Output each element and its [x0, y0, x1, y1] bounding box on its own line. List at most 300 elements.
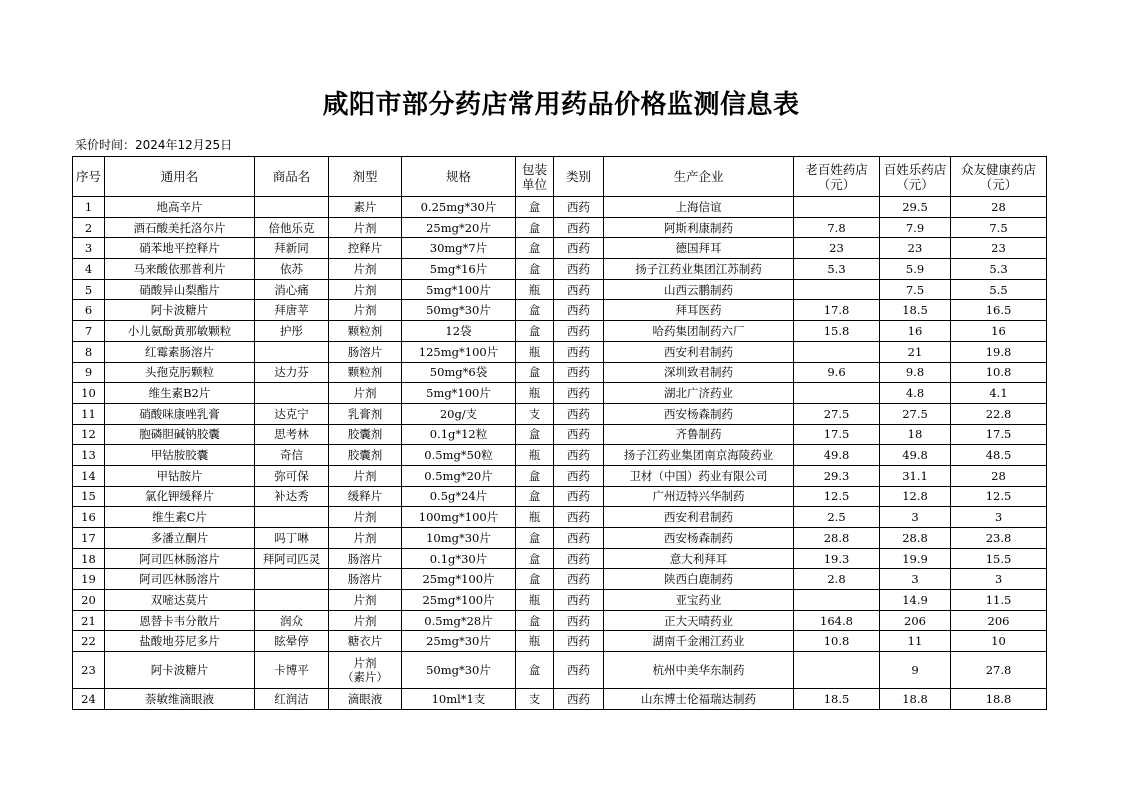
price-date-label: 采价时间：2024年12月25日 [75, 138, 233, 152]
cell-seq: 12 [73, 424, 105, 445]
cell-price-zhongyou: 5.3 [951, 259, 1047, 280]
cell-price-laobaixing: 12.5 [794, 486, 880, 507]
cell-category: 西药 [554, 403, 604, 424]
cell-package-unit: 盒 [516, 569, 554, 590]
header-price-laobaixing: 老百姓药店 （元） [794, 157, 880, 197]
cell-price-laobaixing [794, 590, 880, 611]
cell-brand-name: 红润洁 [255, 689, 329, 710]
cell-price-baixingle: 9 [880, 652, 951, 689]
cell-dosage-form: 肠溶片 [329, 548, 402, 569]
cell-price-laobaixing: 27.5 [794, 403, 880, 424]
cell-generic-name: 阿司匹林肠溶片 [105, 548, 255, 569]
cell-price-baixingle: 29.5 [880, 197, 951, 218]
cell-price-laobaixing: 2.5 [794, 507, 880, 528]
cell-spec: 12袋 [402, 321, 516, 342]
cell-spec: 0.1g*30片 [402, 548, 516, 569]
table-row [73, 279, 1047, 300]
cell-seq: 21 [73, 610, 105, 631]
cell-price-baixingle: 27.5 [880, 403, 951, 424]
cell-package-unit: 瓶 [516, 383, 554, 404]
cell-brand-name: 拜阿司匹灵 [255, 548, 329, 569]
cell-dosage-form: 缓释片 [329, 486, 402, 507]
cell-price-zhongyou: 10 [951, 631, 1047, 652]
cell-brand-name: 思考林 [255, 424, 329, 445]
cell-price-zhongyou: 28 [951, 197, 1047, 218]
table-row [73, 445, 1047, 466]
cell-spec: 125mg*100片 [402, 341, 516, 362]
cell-seq: 14 [73, 465, 105, 486]
cell-price-laobaixing: 2.8 [794, 569, 880, 590]
cell-price-baixingle: 18.8 [880, 689, 951, 710]
cell-price-zhongyou: 206 [951, 610, 1047, 631]
cell-package-unit: 瓶 [516, 341, 554, 362]
cell-seq: 2 [73, 217, 105, 238]
cell-seq: 24 [73, 689, 105, 710]
table-row [73, 321, 1047, 342]
cell-category: 西药 [554, 569, 604, 590]
header-seq: 序号 [73, 157, 105, 197]
cell-price-baixingle: 3 [880, 569, 951, 590]
header-brand-name: 商品名 [255, 157, 329, 197]
header-price-baixingle: 百姓乐药店 （元） [880, 157, 951, 197]
header-spec: 规格 [402, 157, 516, 197]
cell-price-laobaixing: 29.3 [794, 465, 880, 486]
cell-package-unit: 盒 [516, 610, 554, 631]
cell-spec: 25mg*100片 [402, 569, 516, 590]
cell-category: 西药 [554, 528, 604, 549]
table-row [73, 486, 1047, 507]
cell-seq: 16 [73, 507, 105, 528]
cell-price-baixingle: 18.5 [880, 300, 951, 321]
cell-category: 西药 [554, 652, 604, 689]
table-row [73, 217, 1047, 238]
cell-category: 西药 [554, 445, 604, 466]
cell-generic-name: 硝酸异山梨酯片 [105, 279, 255, 300]
cell-price-zhongyou: 18.8 [951, 689, 1047, 710]
cell-dosage-form: 肠溶片 [329, 341, 402, 362]
cell-category: 西药 [554, 548, 604, 569]
cell-manufacturer: 扬子江药业集团南京海陵药业 [604, 445, 794, 466]
cell-price-laobaixing [794, 383, 880, 404]
cell-brand-name: 眩晕停 [255, 631, 329, 652]
header-package-unit: 包装 单位 [516, 157, 554, 197]
cell-category: 西药 [554, 507, 604, 528]
cell-package-unit: 盒 [516, 528, 554, 549]
cell-price-baixingle: 28.8 [880, 528, 951, 549]
cell-seq: 17 [73, 528, 105, 549]
cell-spec: 0.25mg*30片 [402, 197, 516, 218]
table-header-row [73, 157, 1047, 197]
cell-dosage-form: 胶囊剂 [329, 445, 402, 466]
cell-generic-name: 氯化钾缓释片 [105, 486, 255, 507]
cell-manufacturer: 上海信谊 [604, 197, 794, 218]
cell-brand-name [255, 590, 329, 611]
cell-brand-name: 达克宁 [255, 403, 329, 424]
table-row [73, 569, 1047, 590]
cell-manufacturer: 陕西白鹿制药 [604, 569, 794, 590]
cell-brand-name: 达力芬 [255, 362, 329, 383]
cell-package-unit: 盒 [516, 362, 554, 383]
cell-package-unit: 盒 [516, 238, 554, 259]
cell-price-baixingle: 14.9 [880, 590, 951, 611]
cell-dosage-form: 片剂 [329, 465, 402, 486]
cell-dosage-form: 片剂 [329, 279, 402, 300]
cell-manufacturer: 德国拜耳 [604, 238, 794, 259]
cell-category: 西药 [554, 279, 604, 300]
cell-package-unit: 盒 [516, 217, 554, 238]
cell-manufacturer: 哈药集团制药六厂 [604, 321, 794, 342]
header-price-zhongyou: 众友健康药店 （元） [951, 157, 1047, 197]
cell-price-baixingle: 9.8 [880, 362, 951, 383]
cell-package-unit: 盒 [516, 652, 554, 689]
cell-price-laobaixing: 5.3 [794, 259, 880, 280]
cell-manufacturer: 西安利君制药 [604, 341, 794, 362]
cell-manufacturer: 阿斯利康制药 [604, 217, 794, 238]
cell-manufacturer: 山东博士伦福瑞达制药 [604, 689, 794, 710]
cell-generic-name: 硝苯地平控释片 [105, 238, 255, 259]
cell-brand-name [255, 197, 329, 218]
cell-price-laobaixing: 9.6 [794, 362, 880, 383]
cell-category: 西药 [554, 590, 604, 611]
table-row [73, 548, 1047, 569]
cell-price-laobaixing: 7.8 [794, 217, 880, 238]
table-row [73, 238, 1047, 259]
cell-spec: 50mg*30片 [402, 652, 516, 689]
cell-price-zhongyou: 22.8 [951, 403, 1047, 424]
cell-package-unit: 盒 [516, 197, 554, 218]
cell-brand-name: 消心痛 [255, 279, 329, 300]
cell-price-zhongyou: 28 [951, 465, 1047, 486]
cell-brand-name: 奇信 [255, 445, 329, 466]
cell-price-zhongyou: 12.5 [951, 486, 1047, 507]
cell-price-zhongyou: 16 [951, 321, 1047, 342]
cell-dosage-form: 片剂 [329, 217, 402, 238]
cell-manufacturer: 西安杨森制药 [604, 528, 794, 549]
cell-dosage-form: 片剂 [329, 383, 402, 404]
cell-package-unit: 盒 [516, 259, 554, 280]
cell-price-zhongyou: 7.5 [951, 217, 1047, 238]
table-row [73, 465, 1047, 486]
cell-spec: 25mg*20片 [402, 217, 516, 238]
cell-seq: 8 [73, 341, 105, 362]
cell-generic-name: 甲钴胺片 [105, 465, 255, 486]
cell-brand-name: 弥可保 [255, 465, 329, 486]
cell-package-unit: 支 [516, 689, 554, 710]
cell-seq: 3 [73, 238, 105, 259]
cell-spec: 100mg*100片 [402, 507, 516, 528]
table-row [73, 631, 1047, 652]
cell-price-baixingle: 5.9 [880, 259, 951, 280]
table-row [73, 341, 1047, 362]
cell-generic-name: 甲钴胺胶囊 [105, 445, 255, 466]
cell-dosage-form: 滴眼液 [329, 689, 402, 710]
header-category: 类别 [554, 157, 604, 197]
cell-price-zhongyou: 23 [951, 238, 1047, 259]
table-row [73, 528, 1047, 549]
cell-price-laobaixing: 10.8 [794, 631, 880, 652]
cell-manufacturer: 卫材（中国）药业有限公司 [604, 465, 794, 486]
table-row [73, 362, 1047, 383]
cell-price-baixingle: 21 [880, 341, 951, 362]
cell-brand-name: 补达秀 [255, 486, 329, 507]
cell-price-baixingle: 23 [880, 238, 951, 259]
cell-spec: 5mg*100片 [402, 279, 516, 300]
cell-spec: 50mg*30片 [402, 300, 516, 321]
header-dosage-form: 剂型 [329, 157, 402, 197]
cell-package-unit: 瓶 [516, 631, 554, 652]
header-manufacturer: 生产企业 [604, 157, 794, 197]
cell-seq: 22 [73, 631, 105, 652]
cell-dosage-form: 糖衣片 [329, 631, 402, 652]
cell-generic-name: 多潘立酮片 [105, 528, 255, 549]
cell-price-zhongyou: 16.5 [951, 300, 1047, 321]
cell-dosage-form: 颗粒剂 [329, 321, 402, 342]
cell-manufacturer: 深圳致君制药 [604, 362, 794, 383]
cell-price-baixingle: 16 [880, 321, 951, 342]
cell-category: 西药 [554, 300, 604, 321]
cell-category: 西药 [554, 486, 604, 507]
cell-dosage-form: 片剂 [329, 259, 402, 280]
cell-generic-name: 红霉素肠溶片 [105, 341, 255, 362]
cell-brand-name [255, 569, 329, 590]
cell-manufacturer: 亚宝药业 [604, 590, 794, 611]
table-body [73, 197, 1047, 710]
table-row [73, 590, 1047, 611]
cell-generic-name: 小儿氨酚黄那敏颗粒 [105, 321, 255, 342]
cell-price-baixingle: 7.5 [880, 279, 951, 300]
cell-brand-name: 拜新同 [255, 238, 329, 259]
cell-price-baixingle: 4.8 [880, 383, 951, 404]
cell-dosage-form: 乳膏剂 [329, 403, 402, 424]
cell-spec: 20g/支 [402, 403, 516, 424]
cell-brand-name: 拜唐苹 [255, 300, 329, 321]
cell-package-unit: 盒 [516, 548, 554, 569]
cell-seq: 20 [73, 590, 105, 611]
cell-seq: 11 [73, 403, 105, 424]
cell-brand-name: 润众 [255, 610, 329, 631]
cell-price-laobaixing [794, 341, 880, 362]
cell-generic-name: 盐酸地芬尼多片 [105, 631, 255, 652]
cell-package-unit: 支 [516, 403, 554, 424]
cell-price-zhongyou: 15.5 [951, 548, 1047, 569]
cell-price-laobaixing: 23 [794, 238, 880, 259]
table-row [73, 507, 1047, 528]
cell-price-zhongyou: 5.5 [951, 279, 1047, 300]
drug-price-table [72, 156, 1047, 710]
cell-dosage-form: 颗粒剂 [329, 362, 402, 383]
cell-generic-name: 维生素C片 [105, 507, 255, 528]
cell-price-zhongyou: 19.8 [951, 341, 1047, 362]
cell-seq: 15 [73, 486, 105, 507]
cell-spec: 10ml*1支 [402, 689, 516, 710]
cell-seq: 19 [73, 569, 105, 590]
cell-brand-name [255, 341, 329, 362]
cell-spec: 0.5mg*20片 [402, 465, 516, 486]
cell-dosage-form: 片剂 [329, 610, 402, 631]
cell-dosage-form: 胶囊剂 [329, 424, 402, 445]
page-title: 咸阳市部分药店常用药品价格监测信息表 [322, 90, 800, 120]
cell-price-zhongyou: 48.5 [951, 445, 1047, 466]
cell-category: 西药 [554, 383, 604, 404]
cell-dosage-form: 素片 [329, 197, 402, 218]
cell-price-laobaixing [794, 197, 880, 218]
cell-package-unit: 瓶 [516, 507, 554, 528]
cell-brand-name: 护彤 [255, 321, 329, 342]
cell-category: 西药 [554, 238, 604, 259]
cell-seq: 4 [73, 259, 105, 280]
cell-price-laobaixing: 18.5 [794, 689, 880, 710]
cell-price-baixingle: 206 [880, 610, 951, 631]
cell-manufacturer: 扬子江药业集团江苏制药 [604, 259, 794, 280]
cell-price-baixingle: 3 [880, 507, 951, 528]
cell-generic-name: 阿司匹林肠溶片 [105, 569, 255, 590]
cell-price-laobaixing: 17.8 [794, 300, 880, 321]
cell-spec: 50mg*6袋 [402, 362, 516, 383]
cell-category: 西药 [554, 217, 604, 238]
cell-generic-name: 萘敏维滴眼液 [105, 689, 255, 710]
cell-seq: 13 [73, 445, 105, 466]
table-row [73, 300, 1047, 321]
cell-dosage-form: 片剂 （素片） [329, 652, 402, 689]
cell-spec: 30mg*7片 [402, 238, 516, 259]
cell-dosage-form: 片剂 [329, 590, 402, 611]
cell-package-unit: 瓶 [516, 590, 554, 611]
cell-generic-name: 硝酸咪康唑乳膏 [105, 403, 255, 424]
cell-seq: 23 [73, 652, 105, 689]
cell-category: 西药 [554, 362, 604, 383]
cell-price-zhongyou: 3 [951, 507, 1047, 528]
cell-spec: 0.5mg*50粒 [402, 445, 516, 466]
cell-seq: 7 [73, 321, 105, 342]
cell-dosage-form: 控释片 [329, 238, 402, 259]
cell-package-unit: 盒 [516, 300, 554, 321]
cell-manufacturer: 湖北广济药业 [604, 383, 794, 404]
cell-category: 西药 [554, 689, 604, 710]
cell-generic-name: 地高辛片 [105, 197, 255, 218]
cell-price-zhongyou: 23.8 [951, 528, 1047, 549]
cell-brand-name: 依苏 [255, 259, 329, 280]
cell-price-baixingle: 18 [880, 424, 951, 445]
cell-dosage-form: 肠溶片 [329, 569, 402, 590]
cell-brand-name: 吗丁啉 [255, 528, 329, 549]
cell-price-baixingle: 11 [880, 631, 951, 652]
cell-spec: 5mg*100片 [402, 383, 516, 404]
cell-manufacturer: 广州迈特兴华制药 [604, 486, 794, 507]
cell-price-laobaixing: 15.8 [794, 321, 880, 342]
cell-price-laobaixing [794, 652, 880, 689]
cell-price-baixingle: 7.9 [880, 217, 951, 238]
cell-price-zhongyou: 4.1 [951, 383, 1047, 404]
cell-seq: 1 [73, 197, 105, 218]
table-row [73, 259, 1047, 280]
cell-manufacturer: 西安利君制药 [604, 507, 794, 528]
cell-price-laobaixing: 164.8 [794, 610, 880, 631]
cell-generic-name: 酒石酸美托洛尔片 [105, 217, 255, 238]
cell-category: 西药 [554, 610, 604, 631]
cell-price-baixingle: 12.8 [880, 486, 951, 507]
cell-package-unit: 瓶 [516, 445, 554, 466]
table-row [73, 689, 1047, 710]
cell-manufacturer: 正大天晴药业 [604, 610, 794, 631]
cell-generic-name: 胞磷胆碱钠胶囊 [105, 424, 255, 445]
table-row [73, 610, 1047, 631]
cell-price-laobaixing [794, 279, 880, 300]
cell-brand-name: 卡博平 [255, 652, 329, 689]
cell-dosage-form: 片剂 [329, 300, 402, 321]
cell-price-baixingle: 49.8 [880, 445, 951, 466]
cell-manufacturer: 意大利拜耳 [604, 548, 794, 569]
cell-spec: 25mg*100片 [402, 590, 516, 611]
cell-brand-name [255, 383, 329, 404]
cell-generic-name: 恩替卡韦分散片 [105, 610, 255, 631]
cell-price-laobaixing: 19.3 [794, 548, 880, 569]
cell-manufacturer: 杭州中美华东制药 [604, 652, 794, 689]
table-row [73, 197, 1047, 218]
cell-package-unit: 盒 [516, 465, 554, 486]
cell-seq: 6 [73, 300, 105, 321]
table-row [73, 403, 1047, 424]
cell-price-laobaixing: 17.5 [794, 424, 880, 445]
cell-manufacturer: 拜耳医药 [604, 300, 794, 321]
cell-brand-name [255, 507, 329, 528]
cell-spec: 0.1g*12粒 [402, 424, 516, 445]
table-row [73, 383, 1047, 404]
cell-manufacturer: 湖南千金湘江药业 [604, 631, 794, 652]
cell-generic-name: 维生素B2片 [105, 383, 255, 404]
cell-price-zhongyou: 3 [951, 569, 1047, 590]
cell-package-unit: 盒 [516, 321, 554, 342]
cell-spec: 0.5mg*28片 [402, 610, 516, 631]
cell-category: 西药 [554, 197, 604, 218]
cell-price-zhongyou: 17.5 [951, 424, 1047, 445]
cell-spec: 0.5g*24片 [402, 486, 516, 507]
cell-manufacturer: 西安杨森制药 [604, 403, 794, 424]
cell-package-unit: 盒 [516, 486, 554, 507]
cell-category: 西药 [554, 424, 604, 445]
cell-price-zhongyou: 10.8 [951, 362, 1047, 383]
cell-price-laobaixing: 49.8 [794, 445, 880, 466]
cell-category: 西药 [554, 321, 604, 342]
cell-generic-name: 双嘧达莫片 [105, 590, 255, 611]
cell-manufacturer: 山西云鹏制药 [604, 279, 794, 300]
cell-price-zhongyou: 11.5 [951, 590, 1047, 611]
cell-category: 西药 [554, 341, 604, 362]
cell-generic-name: 阿卡波糖片 [105, 652, 255, 689]
table-row [73, 424, 1047, 445]
cell-price-zhongyou: 27.8 [951, 652, 1047, 689]
cell-category: 西药 [554, 259, 604, 280]
cell-seq: 9 [73, 362, 105, 383]
cell-package-unit: 盒 [516, 424, 554, 445]
table-row [73, 652, 1047, 689]
cell-brand-name: 倍他乐克 [255, 217, 329, 238]
cell-seq: 10 [73, 383, 105, 404]
cell-category: 西药 [554, 631, 604, 652]
cell-generic-name: 阿卡波糖片 [105, 300, 255, 321]
cell-dosage-form: 片剂 [329, 507, 402, 528]
cell-price-laobaixing: 28.8 [794, 528, 880, 549]
cell-generic-name: 马来酸依那普利片 [105, 259, 255, 280]
cell-spec: 10mg*30片 [402, 528, 516, 549]
cell-spec: 25mg*30片 [402, 631, 516, 652]
cell-seq: 5 [73, 279, 105, 300]
cell-generic-name: 头孢克肟颗粒 [105, 362, 255, 383]
cell-category: 西药 [554, 465, 604, 486]
header-generic-name: 通用名 [105, 157, 255, 197]
cell-price-baixingle: 31.1 [880, 465, 951, 486]
cell-seq: 18 [73, 548, 105, 569]
cell-package-unit: 瓶 [516, 279, 554, 300]
